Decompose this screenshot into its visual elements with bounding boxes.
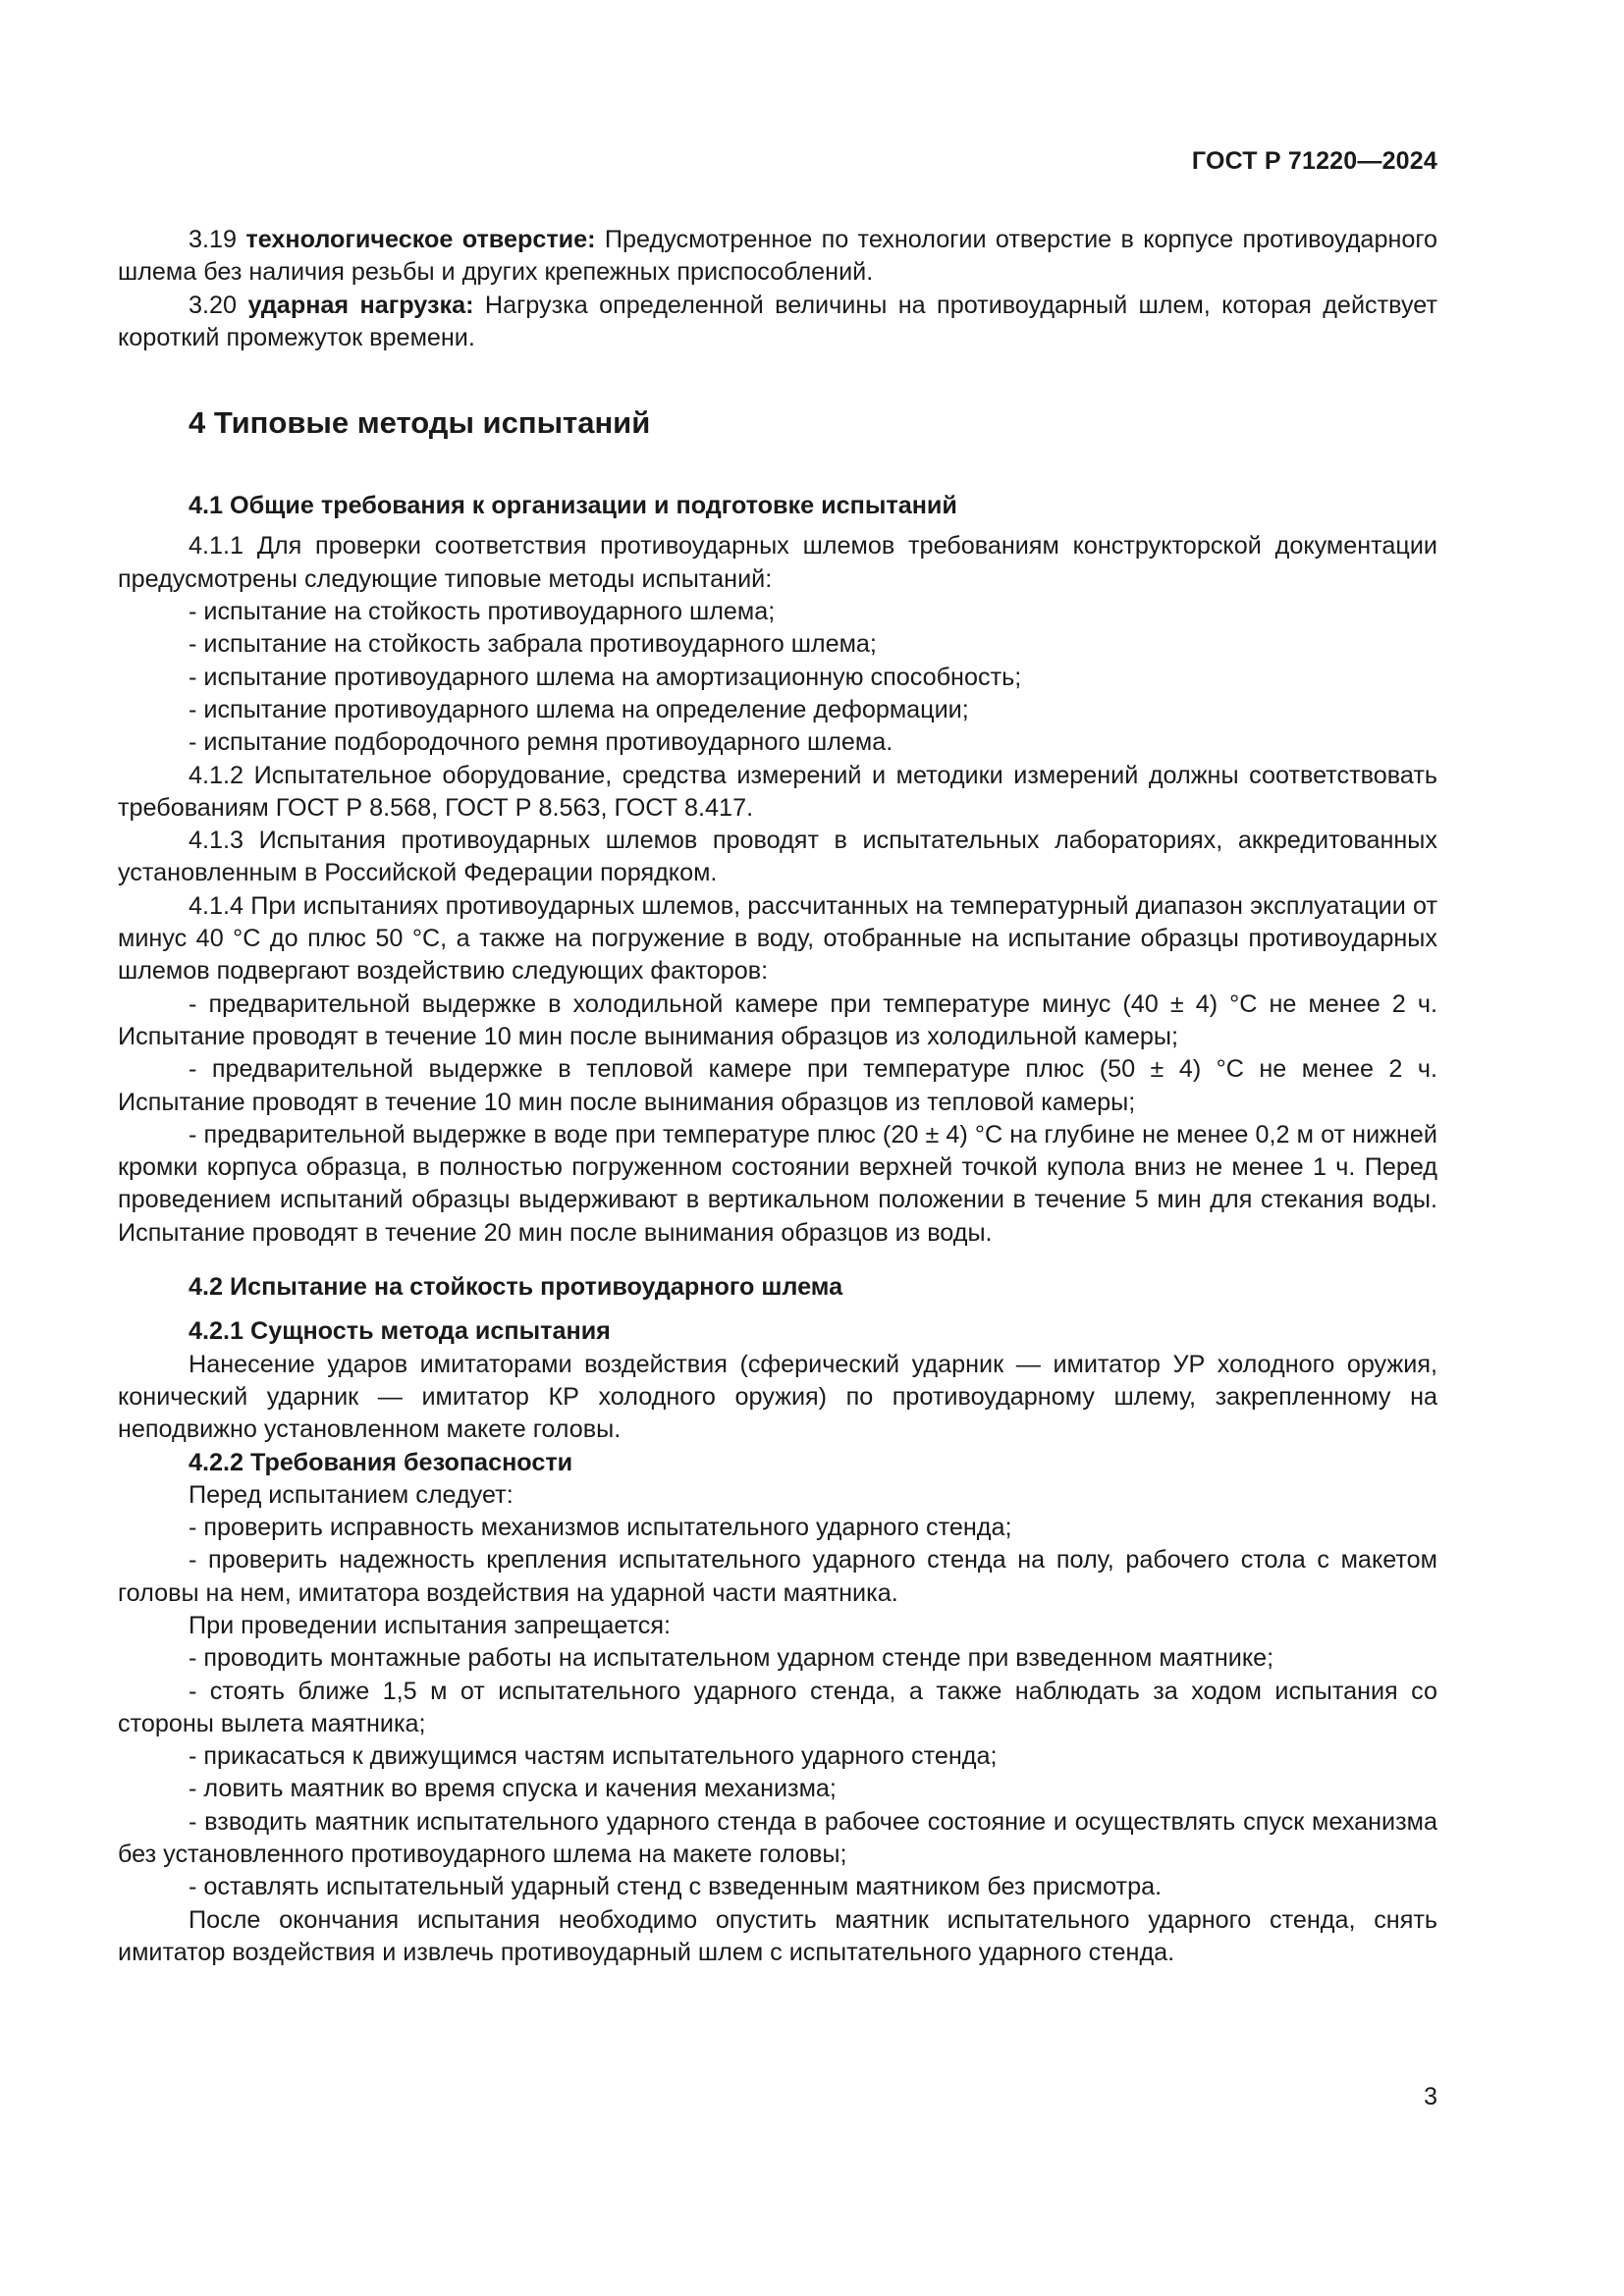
list-item: - стоять ближе 1,5 м от испытательного ударного стенда, а также наблюдать за ходом испытания со стороны вылета маятника; bbox=[118, 1677, 1437, 1737]
definition-3-19 bbox=[118, 224, 1437, 290]
definition-term: технологическое отверстие: bbox=[245, 226, 596, 253]
clause-4-1-2: 4.1.2 Испытательное оборудование, средства измерений и методики измерений должны соответствовать требованиям ГОСТ Р 8.568, ГОСТ Р 8.563, ГОСТ 8.417. bbox=[118, 761, 1437, 822]
definition-number: 3.20 bbox=[189, 291, 238, 319]
page-number: 3 bbox=[1424, 2083, 1437, 2110]
list-item: - проводить монтажные работы на испытательном ударном стенде при взведенном маятнике; bbox=[189, 1644, 1274, 1673]
after-test-text: После окончания испытания необходимо опустить маятник испытательного ударного стенда, снять имитатор воздействия и извлечь противоударный шлем с испытательного ударного стенда. bbox=[118, 1905, 1437, 1966]
definition-term: ударная нагрузка: bbox=[247, 291, 474, 319]
subsection-4-1-heading: 4.1 Общие требования к организации и подготовке испытаний bbox=[189, 492, 957, 520]
subsection-4-2-heading: 4.2 Испытание на стойкость противоударного шлема bbox=[189, 1273, 843, 1302]
list-item: - предварительной выдержке в тепловой камере при температуре плюс (50 ± 4) °С не менее 2 ч. Испытание проводят в течение 10 мин после вынимания образцов из тепловой камеры; bbox=[118, 1055, 1437, 1116]
list-item: - проверить исправность механизмов испытательного ударного стенда; bbox=[189, 1514, 1012, 1542]
list-item: - испытание противоударного шлема на определение деформации; bbox=[189, 695, 969, 723]
definition-text: Предусмотренное по технологии отверстие в корпусе противоударного шлема без наличия резьбы и других крепежных приспособлений. bbox=[118, 226, 1438, 287]
definition-text: Нагрузка определенной величины на противоударный шлем, которая действует короткий промежуток времени. bbox=[118, 291, 1437, 351]
before-test-intro: Перед испытанием следует: bbox=[189, 1480, 514, 1509]
clause-4-2-1-text: Нанесение ударов имитаторами воздействия (сферический ударник — имитатор УР холодного оружия, конический ударник — имитатор КР холодного оружия) по противоударному шлему, закрепленному на неподвижно установленном макете головы. bbox=[118, 1350, 1437, 1444]
clause-4-1-1: 4.1.1 Для проверки соответствия противоударных шлемов требованиям конструкторской документации предусмотрены следующие типовые методы испытаний: bbox=[118, 532, 1437, 593]
list-item: - испытание противоударного шлема на амортизационную способность; bbox=[189, 663, 1022, 691]
clause-4-1-4: 4.1.4 При испытаниях противоударных шлемов, рассчитанных на температурный диапазон эксплуатации от минус 40 °С до плюс 50 °С, а также на погружение в воду, отобранные на испытание образцы противоударных шлемов подвергают воздействию следующих факторов: bbox=[118, 891, 1437, 986]
during-test-intro: При проведении испытания запрещается: bbox=[189, 1611, 672, 1639]
clause-4-2-1-heading: 4.2.1 Сущность метода испытания bbox=[189, 1317, 611, 1346]
list-item: - испытание на стойкость противоударного шлема; bbox=[189, 598, 776, 626]
list-item: - проверить надежность крепления испытательного ударного стенда на полу, рабочего стола с макетом головы на нем, имитатора воздействия на ударной части маятника. bbox=[118, 1546, 1437, 1607]
document-id-header: ГОСТ Р 71220—2024 bbox=[1191, 147, 1437, 175]
list-item: - взводить маятник испытательного ударного стенда в рабочее состояние и осуществлять спуск механизма без установленного противоударного шлема на макете головы; bbox=[118, 1807, 1437, 1869]
page-content bbox=[118, 224, 1437, 1969]
list-item: - оставлять испытательный ударный стенд с взведенным маятником без присмотра. bbox=[189, 1873, 1163, 1901]
list-item: - ловить маятник во время спуска и качения механизма; bbox=[189, 1775, 837, 1803]
list-item: - предварительной выдержке в воде при температуре плюс (20 ± 4) °С на глубине не менее 0,2 м от нижней кромки корпуса образца, в полностью погруженном состоянии верхней точкой купола вниз не менее 1 ч. Перед проведением испытаний образцы выдерживают в вертикальном положении в течение 5 мин для стекания воды. Испытание проводят в течение 20 мин после вынимания образцов из воды. bbox=[118, 1120, 1437, 1247]
list-item: - испытание подбородочного ремня противоударного шлема. bbox=[189, 728, 893, 757]
clause-4-2-2-heading: 4.2.2 Требования безопасности bbox=[189, 1448, 573, 1476]
clause-4-1-3: 4.1.3 Испытания противоударных шлемов проводят в испытательных лабораториях, аккредитованных установленным в Российской Федерации порядком. bbox=[118, 827, 1437, 887]
list-item: - испытание на стойкость забрала противоударного шлема; bbox=[189, 630, 877, 659]
section-4-heading: 4 Типовые методы испытаний bbox=[189, 405, 651, 441]
list-item: - прикасаться к движущимся частям испытательного ударного стенда; bbox=[189, 1742, 998, 1771]
definition-3-20 bbox=[118, 290, 1437, 355]
list-item: - предварительной выдержке в холодильной камере при температуре минус (40 ± 4) °С не менее 2 ч. Испытание проводят в течение 10 мин после вынимания образцов из холодильной камеры; bbox=[118, 989, 1437, 1050]
definition-number: 3.19 bbox=[189, 226, 238, 253]
